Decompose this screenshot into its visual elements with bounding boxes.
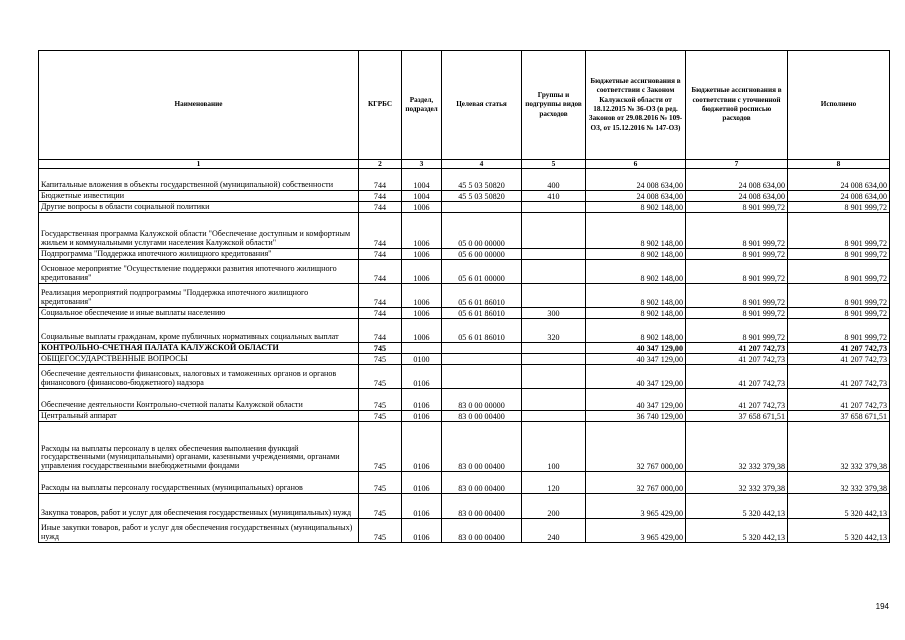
row-name: ОБЩЕГОСУДАРСТВЕННЫЕ ВОПРОСЫ xyxy=(39,354,359,365)
executed-cell: 8 901 999,72 xyxy=(788,284,890,308)
budget-law-cell: 40 347 129,00 xyxy=(586,343,686,354)
section-cell: 1004 xyxy=(402,191,442,202)
target-article-cell: 45 5 03 50820 xyxy=(442,169,522,191)
executed-cell: 41 207 742,73 xyxy=(788,343,890,354)
column-number: 8 xyxy=(788,160,890,169)
executed-cell: 41 207 742,73 xyxy=(788,389,890,411)
budget-law-cell: 3 965 429,00 xyxy=(586,494,686,519)
section-cell: 0106 xyxy=(402,422,442,472)
table-row xyxy=(39,202,890,213)
section-cell xyxy=(402,343,442,354)
header-cell: Бюджетные ассигнования в соответствии с уточненной бюджетной росписью расходов xyxy=(686,51,788,160)
budget-refined-cell: 8 901 999,72 xyxy=(686,308,788,319)
executed-cell: 41 207 742,73 xyxy=(788,354,890,365)
target-article-cell: 05 6 01 86010 xyxy=(442,284,522,308)
budget-law-cell: 8 902 148,00 xyxy=(586,284,686,308)
budget-law-cell: 24 008 634,00 xyxy=(586,169,686,191)
budget-refined-cell: 41 207 742,73 xyxy=(686,389,788,411)
column-number: 1 xyxy=(39,160,359,169)
target-article-cell: 83 0 00 00000 xyxy=(442,389,522,411)
section-cell: 0106 xyxy=(402,389,442,411)
target-article-cell: 83 0 00 00400 xyxy=(442,494,522,519)
kgrbs-cell: 744 xyxy=(359,169,402,191)
budget-law-cell: 40 347 129,00 xyxy=(586,354,686,365)
budget-refined-cell: 8 901 999,72 xyxy=(686,284,788,308)
row-name: Обеспечение деятельности Контрольно-счетной палаты Калужской области xyxy=(39,389,359,411)
table-body xyxy=(39,169,890,543)
table-row xyxy=(39,343,890,354)
row-name: Капитальные вложения в объекты государственной (муниципальной) собственности xyxy=(39,169,359,191)
target-article-cell: 83 0 00 00400 xyxy=(442,422,522,472)
row-name: Обеспечение деятельности финансовых, налоговых и таможенных органов и органов финансового (финансово-бюджетного) надзора xyxy=(39,365,359,389)
column-number: 4 xyxy=(442,160,522,169)
expense-type-cell xyxy=(522,365,586,389)
table-row xyxy=(39,249,890,260)
expense-type-cell xyxy=(522,343,586,354)
target-article-cell: 05 6 00 00000 xyxy=(442,249,522,260)
section-cell: 1004 xyxy=(402,169,442,191)
target-article-cell: 05 6 01 00000 xyxy=(442,260,522,284)
target-article-cell: 05 6 01 86010 xyxy=(442,308,522,319)
header-cell: Целевая статья xyxy=(442,51,522,160)
target-article-cell xyxy=(442,354,522,365)
kgrbs-cell: 745 xyxy=(359,365,402,389)
column-number: 2 xyxy=(359,160,402,169)
table-row xyxy=(39,213,890,249)
table-row xyxy=(39,365,890,389)
column-number: 7 xyxy=(686,160,788,169)
budget-law-cell: 40 347 129,00 xyxy=(586,365,686,389)
column-number: 6 xyxy=(586,160,686,169)
section-cell: 0106 xyxy=(402,411,442,422)
header-cell: Группы и подгруппы видов расходов xyxy=(522,51,586,160)
budget-refined-cell: 8 901 999,72 xyxy=(686,249,788,260)
table-row xyxy=(39,319,890,343)
table-row xyxy=(39,308,890,319)
budget-refined-cell: 41 207 742,73 xyxy=(686,354,788,365)
section-cell: 0100 xyxy=(402,354,442,365)
budget-law-cell: 8 902 148,00 xyxy=(586,308,686,319)
executed-cell: 32 332 379,38 xyxy=(788,422,890,472)
target-article-cell: 05 6 01 86010 xyxy=(442,319,522,343)
kgrbs-cell: 745 xyxy=(359,422,402,472)
kgrbs-cell: 744 xyxy=(359,202,402,213)
budget-refined-cell: 5 320 442,13 xyxy=(686,519,788,543)
executed-cell: 41 207 742,73 xyxy=(788,365,890,389)
executed-cell: 8 901 999,72 xyxy=(788,308,890,319)
section-cell: 0106 xyxy=(402,365,442,389)
executed-cell: 8 901 999,72 xyxy=(788,260,890,284)
budget-law-cell: 24 008 634,00 xyxy=(586,191,686,202)
row-name: Государственная программа Калужской области "Обеспечение доступным и комфортным жильем и коммунальными услугами населения Калужской области" xyxy=(39,213,359,249)
target-article-cell: 45 5 03 50820 xyxy=(442,191,522,202)
header-cell: Раздел, подраздел xyxy=(402,51,442,160)
section-cell: 1006 xyxy=(402,213,442,249)
row-name: Подпрограмма "Поддержка ипотечного жилищного кредитования" xyxy=(39,249,359,260)
target-article-cell xyxy=(442,365,522,389)
budget-refined-cell: 24 008 634,00 xyxy=(686,169,788,191)
kgrbs-cell: 744 xyxy=(359,213,402,249)
expense-type-cell xyxy=(522,389,586,411)
kgrbs-cell: 744 xyxy=(359,308,402,319)
section-cell: 0106 xyxy=(402,472,442,494)
executed-cell: 5 320 442,13 xyxy=(788,519,890,543)
section-cell: 1006 xyxy=(402,308,442,319)
row-name: Социальные выплаты гражданам, кроме публичных нормативных социальных выплат xyxy=(39,319,359,343)
target-article-cell xyxy=(442,343,522,354)
table-row xyxy=(39,422,890,472)
kgrbs-cell: 745 xyxy=(359,389,402,411)
row-name: Основное мероприятие "Осуществление поддержки развития ипотечного жилищного кредитования" xyxy=(39,260,359,284)
section-cell: 1006 xyxy=(402,260,442,284)
kgrbs-cell: 744 xyxy=(359,260,402,284)
kgrbs-cell: 744 xyxy=(359,319,402,343)
row-name: Расходы на выплаты персоналу государственных (муниципальных) органов xyxy=(39,472,359,494)
kgrbs-cell: 745 xyxy=(359,411,402,422)
kgrbs-cell: 745 xyxy=(359,519,402,543)
row-name: КОНТРОЛЬНО-СЧЕТНАЯ ПАЛАТА КАЛУЖСКОЙ ОБЛАСТИ xyxy=(39,343,359,354)
section-cell: 1006 xyxy=(402,202,442,213)
budget-law-cell: 8 902 148,00 xyxy=(586,213,686,249)
table-row xyxy=(39,191,890,202)
target-article-cell: 05 0 00 00000 xyxy=(442,213,522,249)
table-row xyxy=(39,472,890,494)
executed-cell: 5 320 442,13 xyxy=(788,494,890,519)
expense-type-cell: 240 xyxy=(522,519,586,543)
budget-law-cell: 36 740 129,00 xyxy=(586,411,686,422)
section-cell: 0106 xyxy=(402,519,442,543)
expense-type-cell: 320 xyxy=(522,319,586,343)
kgrbs-cell: 744 xyxy=(359,191,402,202)
expense-type-cell: 200 xyxy=(522,494,586,519)
kgrbs-cell: 745 xyxy=(359,343,402,354)
column-number-row xyxy=(39,160,890,169)
kgrbs-cell: 745 xyxy=(359,472,402,494)
table-row xyxy=(39,169,890,191)
target-article-cell: 83 0 00 00400 xyxy=(442,411,522,422)
executed-cell: 8 901 999,72 xyxy=(788,319,890,343)
target-article-cell: 83 0 00 00400 xyxy=(442,472,522,494)
executed-cell: 32 332 379,38 xyxy=(788,472,890,494)
target-article-cell: 83 0 00 00400 xyxy=(442,519,522,543)
budget-refined-cell: 32 332 379,38 xyxy=(686,472,788,494)
budget-refined-cell: 5 320 442,13 xyxy=(686,494,788,519)
executed-cell: 8 901 999,72 xyxy=(788,249,890,260)
kgrbs-cell: 744 xyxy=(359,249,402,260)
target-article-cell xyxy=(442,202,522,213)
budget-refined-cell: 8 901 999,72 xyxy=(686,319,788,343)
budget-law-cell: 8 902 148,00 xyxy=(586,260,686,284)
table-row xyxy=(39,389,890,411)
executed-cell: 8 901 999,72 xyxy=(788,213,890,249)
expense-type-cell: 120 xyxy=(522,472,586,494)
executed-cell: 8 901 999,72 xyxy=(788,202,890,213)
section-cell: 1006 xyxy=(402,284,442,308)
row-name: Другие вопросы в области социальной политики xyxy=(39,202,359,213)
header-cell: КГРБС xyxy=(359,51,402,160)
section-cell: 0106 xyxy=(402,494,442,519)
budget-refined-cell: 41 207 742,73 xyxy=(686,343,788,354)
table-row xyxy=(39,494,890,519)
row-name: Иные закупки товаров, работ и услуг для обеспечения государственных (муниципальных) нужд xyxy=(39,519,359,543)
budget-law-cell: 40 347 129,00 xyxy=(586,389,686,411)
expense-type-cell: 400 xyxy=(522,169,586,191)
header-cell: Исполнено xyxy=(788,51,890,160)
expense-type-cell: 300 xyxy=(522,308,586,319)
expense-type-cell: 410 xyxy=(522,191,586,202)
budget-refined-cell: 37 658 671,51 xyxy=(686,411,788,422)
page-number: 194 xyxy=(875,602,889,611)
table-row xyxy=(39,260,890,284)
budget-law-cell: 8 902 148,00 xyxy=(586,249,686,260)
row-name: Бюджетные инвестиции xyxy=(39,191,359,202)
row-name: Закупка товаров, работ и услуг для обеспечения государственных (муниципальных) нужд xyxy=(39,494,359,519)
section-cell: 1006 xyxy=(402,249,442,260)
budget-law-cell: 3 965 429,00 xyxy=(586,519,686,543)
executed-cell: 24 008 634,00 xyxy=(788,191,890,202)
expense-type-cell xyxy=(522,260,586,284)
row-name: Центральный аппарат xyxy=(39,411,359,422)
column-number: 5 xyxy=(522,160,586,169)
budget-table xyxy=(38,50,890,543)
executed-cell: 24 008 634,00 xyxy=(788,169,890,191)
header-row xyxy=(39,51,890,160)
row-name: Социальное обеспечение и иные выплаты населению xyxy=(39,308,359,319)
budget-refined-cell: 8 901 999,72 xyxy=(686,202,788,213)
row-name: Реализация мероприятий подпрограммы "Поддержка ипотечного жилищного кредитования" xyxy=(39,284,359,308)
executed-cell: 37 658 671,51 xyxy=(788,411,890,422)
expense-type-cell xyxy=(522,411,586,422)
budget-law-cell: 32 767 000,00 xyxy=(586,422,686,472)
budget-law-cell: 8 902 148,00 xyxy=(586,319,686,343)
section-cell: 1006 xyxy=(402,319,442,343)
table-row xyxy=(39,354,890,365)
row-name: Расходы на выплаты персоналу в целях обеспечения выполнения функций государственными (муниципальными) органами, казенными учреждениями, органами управления государственными внебюджетными фондами xyxy=(39,422,359,472)
budget-law-cell: 32 767 000,00 xyxy=(586,472,686,494)
table-row xyxy=(39,284,890,308)
column-number: 3 xyxy=(402,160,442,169)
header-cell: Бюджетные ассигнования в соответствии с Законом Калужской области от 18.12.2015 № 36-ОЗ (в ред. Законов от 29.08.2016 № 109-ОЗ, от 15.12.2016 № 147-ОЗ) xyxy=(586,51,686,160)
header-cell: Наименование xyxy=(39,51,359,160)
expense-type-cell xyxy=(522,354,586,365)
table-row xyxy=(39,519,890,543)
expense-type-cell xyxy=(522,249,586,260)
table-row xyxy=(39,411,890,422)
budget-law-cell: 8 902 148,00 xyxy=(586,202,686,213)
budget-refined-cell: 24 008 634,00 xyxy=(686,191,788,202)
expense-type-cell xyxy=(522,284,586,308)
budget-refined-cell: 41 207 742,73 xyxy=(686,365,788,389)
expense-type-cell xyxy=(522,213,586,249)
kgrbs-cell: 745 xyxy=(359,494,402,519)
budget-refined-cell: 8 901 999,72 xyxy=(686,213,788,249)
budget-refined-cell: 32 332 379,38 xyxy=(686,422,788,472)
budget-refined-cell: 8 901 999,72 xyxy=(686,260,788,284)
kgrbs-cell: 744 xyxy=(359,284,402,308)
expense-type-cell xyxy=(522,202,586,213)
kgrbs-cell: 745 xyxy=(359,354,402,365)
expense-type-cell: 100 xyxy=(522,422,586,472)
